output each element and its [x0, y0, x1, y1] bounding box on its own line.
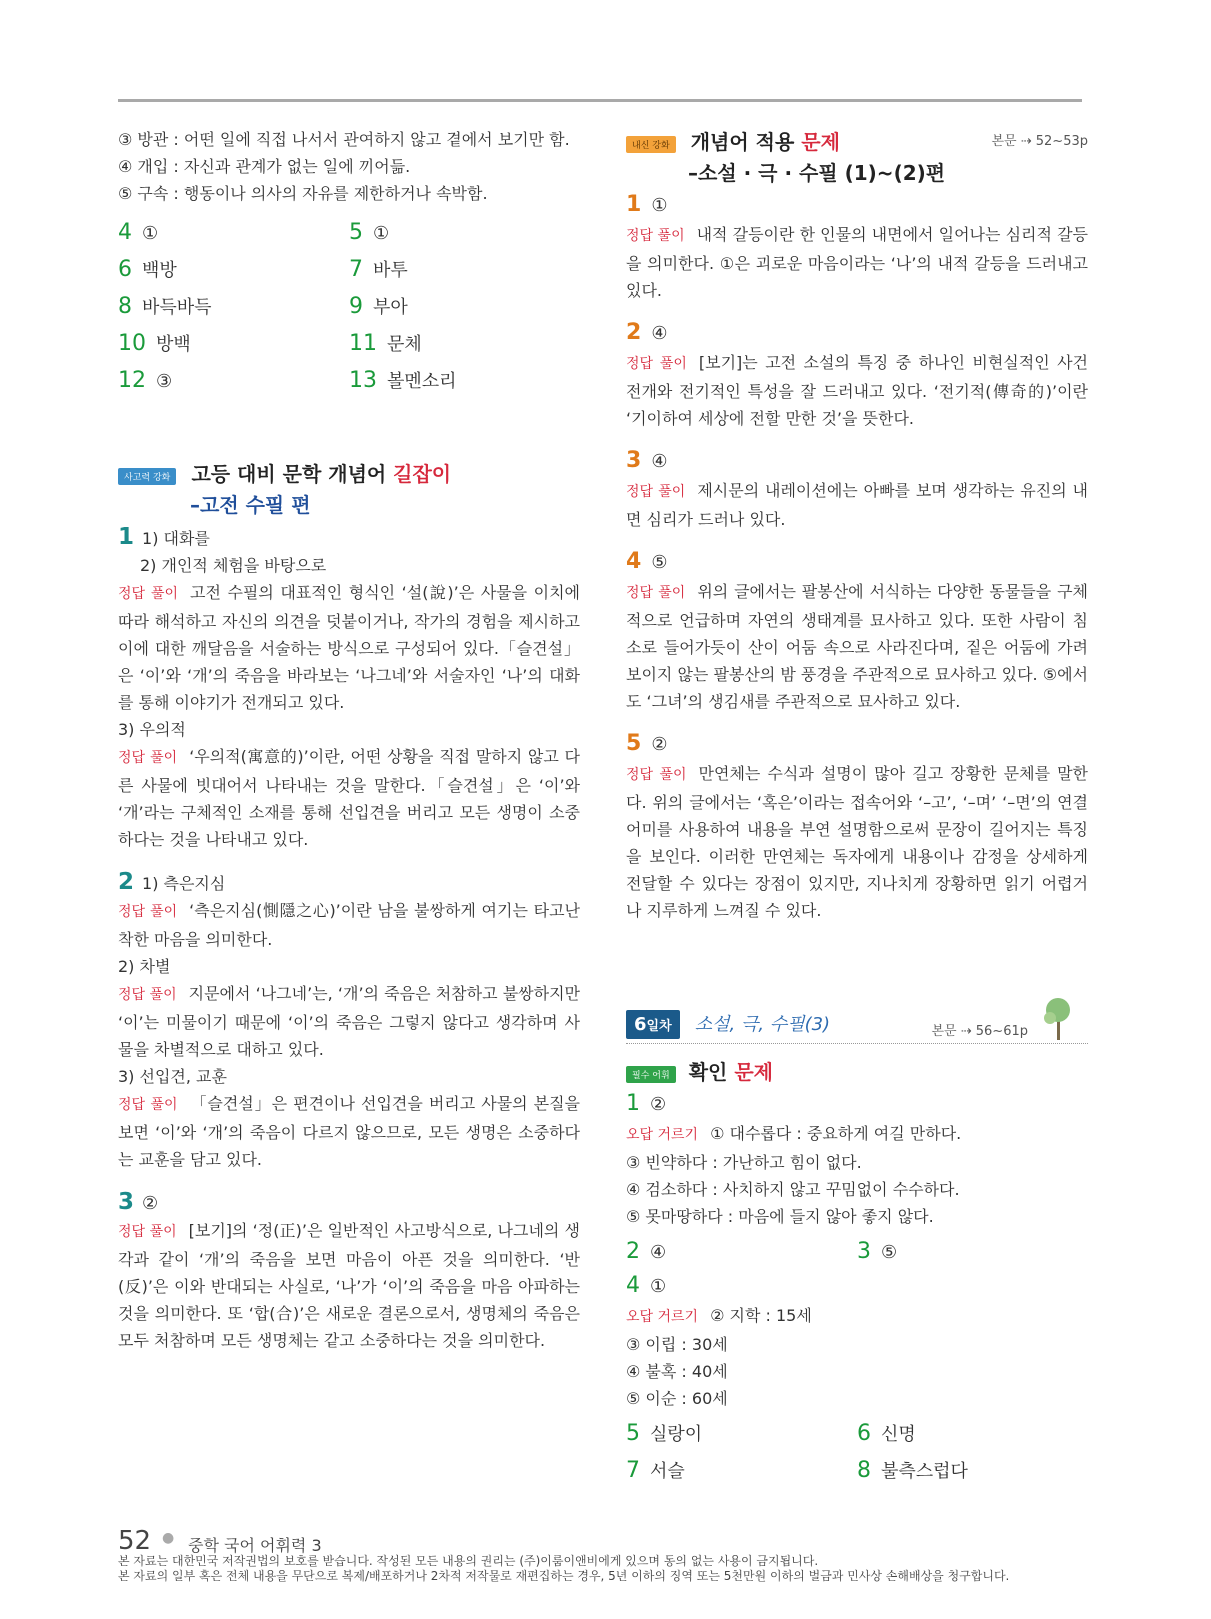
book-title: 중학 국어 어휘력 3: [188, 1536, 322, 1555]
top-rule: [118, 99, 1082, 102]
page-number: 52: [118, 1526, 152, 1556]
section-header-application: [626, 126, 1088, 186]
check-q4: 4 ① 오답 거르기 ② 지학 : 15세 ③ 이립 : 30세 ④ 불혹 : 40세 ⑤ 이순 : 60세: [626, 1273, 812, 1408]
page-reference: 본문 ⇢ 52~53p: [991, 134, 1088, 149]
section-badge: 필수 어휘: [626, 1066, 676, 1083]
answer-item: 5 ①: [349, 220, 390, 245]
check-grid: 5 실랑이 6 신명 7 서슬 8 불측스럽다: [626, 1421, 968, 1483]
question-1: 1 1) 대화를 2) 개인적 체험을 바탕으로 정답 풀이 고전 수필의 대표적인 형식인 ‘설(說)’은 사물을 이치에 따라 해석하고 자신의 의견을 덧붙이거나, 작가의 경험을 제시하고 이에 대한 깨달음을 서술하는 방식으로 구성되어 있다.「슬견설」은 ‘이’와 ‘개’의 죽음을 바라보는 ‘나그네’와 서술자인 ‘나’의 대화를 통해 이야기가 전개되고 있다. 3) 우의적 정답 풀이 ‘우의적(寓意的)’이란, 어떤 상황을 직접 말하지 않고 다른 사물에 빗대어서 나타내는 것을 말한다.「슬견설」은 ‘이’와 ‘개’라는 구체적인 소재를 통해 선입견을 버리고 모든 생명이 소중하다는 것을 나타내고 있다.: [118, 524, 580, 853]
check-q2-q3: 2 ④ 3 ⑤: [626, 1239, 898, 1264]
item-4: 4 ⑤ 정답 풀이 위의 글에서는 팔봉산에 서식하는 다양한 동물들을 구체적으로 언급하며 자연의 생태계를 묘사하고 있다. 또한 사람이 침소로 들어가듯이 산이 어둠 속으로 사라진다며, 짙은 어둠에 가려 보이지 않는 팔봉산의 밤 풍경을 주관적으로 묘사하고 있다. ⑤에서도 ‘그녀’의 생김새를 주관적으로 묘사하고 있다.: [626, 549, 1088, 711]
answer-item: 8 바득바득: [118, 294, 212, 319]
answer-item: 7 바투: [349, 257, 408, 282]
explanation: 정답 풀이 ‘우의적(寓意的)’이란, 어떤 상황을 직접 말하지 않고 다른 사물에 빗대어서 나타내는 것을 말한다.「슬견설」은 ‘이’와 ‘개’라는 구체적인 소재를 통해 선입견을 버리고 모든 생명이 소중하다는 것을 나타내고 있다.: [118, 747, 581, 849]
item-3: 3 ④ 정답 풀이 제시문의 내레이션에는 아빠를 보며 생각하는 유진의 내면 심리가 드러나 있다.: [626, 448, 1088, 529]
answer-item: 4 ①: [118, 220, 159, 245]
footer-dot: ●: [162, 1530, 175, 1546]
explanation: 정답 풀이 지문에서 ‘나그네’는, ‘개’의 죽음은 처참하고 불쌍하지만 ‘이’는 미물이기 때문에 ‘이’의 죽음은 그렇지 않다고 생각하며 사물을 차별적으로 대하고 있다.: [118, 984, 580, 1059]
def-line: ③ 방관 : 어떤 일에 직접 나서서 관여하지 않고 곁에서 보기만 함.: [118, 130, 570, 149]
answer-item: 10 방백: [118, 331, 191, 356]
explanation: 정답 풀이 「슬견설」은 편견이나 선입견을 버리고 사물의 본질을 보면 ‘이’와 ‘개’의 죽음이 다르지 않으므로, 모든 생명은 소중하다는 교훈을 담고 있다.: [118, 1094, 580, 1169]
question-2: 2 1) 측은지심 정답 풀이 ‘측은지심(惻隱之心)’이란 남을 불쌍하게 여기는 타고난 착한 마음을 의미한다. 2) 차별 정답 풀이 지문에서 ‘나그네’는, ‘개’의 죽음은 처참하고 불쌍하지만 ‘이’는 미물이기 때문에 ‘이’의 죽음은 그렇지 않다고 생각하며 사물을 차별적으로 대하고 있다. 3) 선입견, 교훈 정답 풀이 「슬견설」은 편견이나 선입견을 버리고 사물의 본질을 보면 ‘이’와 ‘개’의 죽음이 다르지 않으므로, 모든 생명은 소중하다는 교훈을 담고 있다.: [118, 869, 580, 1173]
definitions: [118, 126, 580, 207]
day-header: [626, 1010, 1088, 1044]
section-subtitle: –소설 · 극 · 수필 (1)~(2)편: [688, 161, 946, 185]
copyright-line-1: 본 자료는 대한민국 저작권법의 보호를 받습니다. 작성된 모든 내용의 권리는 (주)이룸이앤비에게 있으며 동의 없는 사용이 금지됩니다.: [118, 1554, 819, 1568]
left-column: [118, 126, 580, 1354]
section-badge: 내신 강화: [626, 136, 676, 153]
answer-item: 9 부아: [349, 294, 408, 319]
answer-grid: [118, 215, 580, 400]
day-section: [626, 1010, 1088, 1490]
answer-item: 12 ③: [118, 368, 173, 393]
answer-item: 11 문체: [349, 331, 422, 356]
right-column: [626, 126, 1088, 924]
explanation: 정답 풀이 [보기]의 ‘정(正)’은 일반적인 사고방식으로, 나그네의 생각과 같이 ‘개’의 죽음을 보면 마음이 아픈 것을 의미한다. ‘반(反)’은 이와 반대되는 사실로, ‘나’가 ‘이’의 죽음을 마음 아파하는 것을 의미한다. 또 ‘합(合)’은 새로운 결론으로서, 생명체의 죽음은 모두 처참하며 모든 생명체는 같고 소중하다는 것을 의미한다.: [118, 1221, 581, 1350]
answer-item: 6 백방: [118, 257, 177, 282]
item-5: 5 ② 정답 풀이 만연체는 수식과 설명이 많아 길고 장황한 문체를 말한다. 위의 글에서는 ‘혹은’이라는 접속어와 ‘–고’, ‘–며’ ‘–면’의 연결 어미를 사용하여 내용을 부연 설명함으로써 문장이 길어지는 특징을 보인다. 이러한 만연체는 독자에게 내용이나 감정을 상세하게 전달할 수 있다는 장점이 있지만, 지나치게 장황하면 읽기 어렵거나 지루하게 느껴질 수 있다.: [626, 731, 1089, 920]
def-line: ⑤ 구속 : 행동이나 의사의 자유를 제한하거나 속박함.: [118, 184, 488, 203]
section-title: 개념어 적용 문제: [690, 130, 840, 154]
section-title: 확인 문제: [688, 1060, 773, 1084]
item-1: 1 ① 정답 풀이 내적 갈등이란 한 인물의 내면에서 일어나는 심리적 갈등을 의미한다. ①은 괴로운 마음이라는 ‘나’의 내적 갈등을 드러내고 있다.: [626, 192, 1088, 300]
section-badge: 사고력 강화: [118, 468, 176, 485]
section-title: 고등 대비 문학 개념어 길잡이: [191, 462, 452, 486]
check-q1: 1 ② 오답 거르기 ① 대수롭다 : 중요하게 여길 만하다. ③ 빈약하다 : 가난하고 힘이 없다. ④ 검소하다 : 사치하지 않고 꾸밈없이 수수하다. ⑤ 못마땅하다 : 마음에 들지 않아 좋지 않다.: [626, 1091, 962, 1226]
section-subtitle: –고전 수필 편: [190, 493, 311, 517]
explanation: 정답 풀이 고전 수필의 대표적인 형식인 ‘설(說)’은 사물을 이치에 따라 해석하고 자신의 의견을 덧붙이거나, 작가의 경험을 제시하고 이에 대한 깨달음을 서술하는 방식으로 구성되어 있다.「슬견설」은 ‘이’와 ‘개’의 죽음을 바라보는 ‘나그네’와 서술자인 ‘나’의 대화를 통해 이야기가 전개되고 있다.: [118, 583, 581, 712]
page-reference: 본문 ⇢ 56~61p: [931, 1024, 1028, 1039]
item-2: 2 ④ 정답 풀이 [보기]는 고전 소설의 특징 중 하나인 비현실적인 사건 전개와 전기적인 특성을 잘 드러내고 있다. ‘전기적(傳奇的)’이란 ‘기이하여 세상에 전할 만한 것’을 뜻한다.: [626, 320, 1089, 428]
tree-icon: [1038, 996, 1078, 1042]
day-badge: 6일차: [626, 1010, 680, 1039]
section-header-literature: [118, 458, 580, 518]
day-title: 소설, 극, 수필(3): [694, 1014, 831, 1035]
explanation: 정답 풀이 ‘측은지심(惻隱之心)’이란 남을 불쌍하게 여기는 타고난 착한 마음을 의미한다.: [118, 901, 580, 949]
def-line: ④ 개입 : 자신과 관계가 없는 일에 끼어듦.: [118, 157, 411, 176]
section-header-check: [626, 1056, 1088, 1085]
copyright-line-2: 본 자료의 일부 혹은 전체 내용을 무단으로 복제/배포하거나 2차적 저작물로 재편집하는 경우, 5년 이하의 징역 또는 5천만원 이하의 벌금과 민사상 손해배상을 청구합니다.: [118, 1569, 1010, 1583]
question-3: 3 ② 정답 풀이 [보기]의 ‘정(正)’은 일반적인 사고방식으로, 나그네의 생각과 같이 ‘개’의 죽음을 보면 마음이 아픈 것을 의미한다. ‘반(反)’은 이와 반대되는 사실로, ‘나’가 ‘이’의 죽음을 마음 아파하는 것을 의미한다. 또 ‘합(合)’은 새로운 결론으로서, 생명체의 죽음은 모두 처참하며 모든 생명체는 같고 소중하다는 것을 의미한다.: [118, 1189, 580, 1354]
answer-item: 13 볼멘소리: [349, 368, 457, 393]
